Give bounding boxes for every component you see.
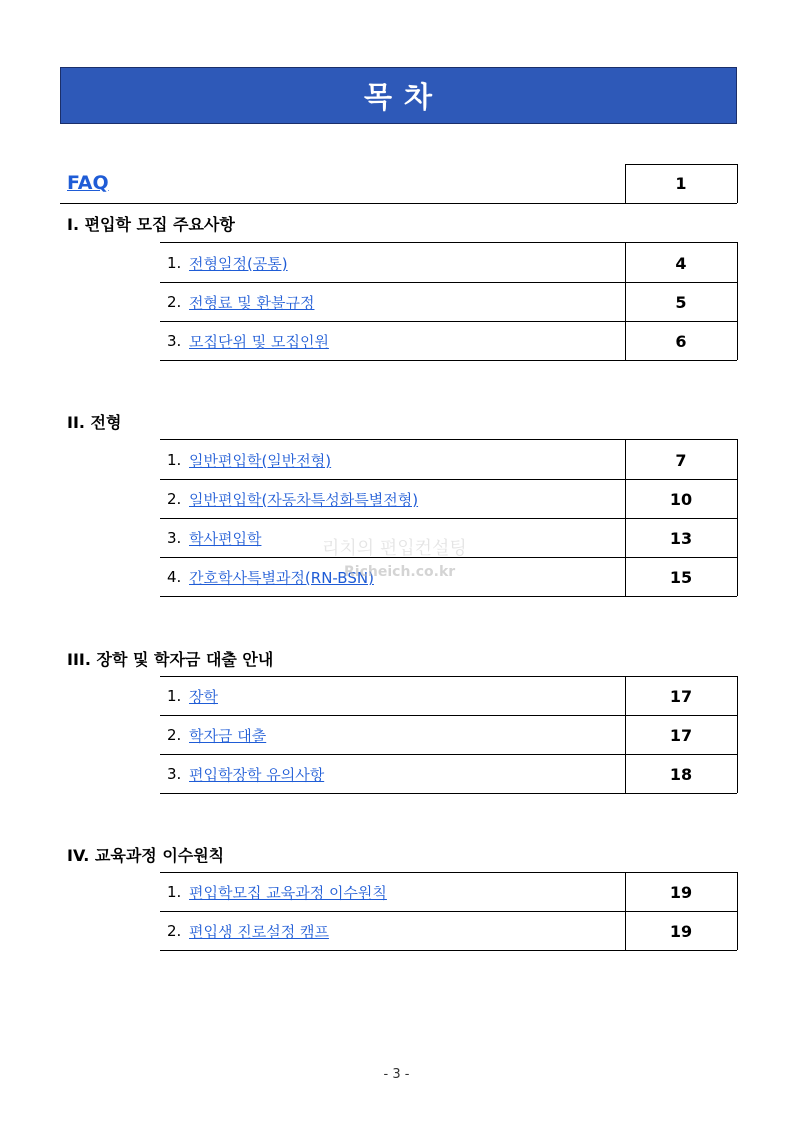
- toc-item-number: 1.: [167, 451, 182, 469]
- toc-link-general-transfer[interactable]: 일반편입학(일반전형): [189, 452, 332, 470]
- toc-page-number: 17: [669, 726, 693, 745]
- toc-link-curriculum-rules[interactable]: 편입학모집 교육과정 이수원칙: [189, 884, 387, 902]
- toc-item-number: 3.: [167, 332, 182, 350]
- toc-item-number: 4.: [167, 568, 182, 586]
- toc-item-number: 3.: [167, 529, 182, 547]
- toc-link-student-loan[interactable]: 학자금 대출: [189, 727, 267, 745]
- toc-page-number: 15: [669, 568, 693, 587]
- toc-title: 목 차: [363, 80, 434, 114]
- toc-page-number: 6: [675, 332, 687, 351]
- toc-item-number: 2.: [167, 293, 182, 311]
- section-heading-3: III. 장학 및 학자금 대출 안내: [67, 650, 274, 669]
- toc-title-bar: [60, 67, 737, 124]
- toc-link-bachelor-transfer[interactable]: 학사편입학: [189, 530, 262, 548]
- toc-page-number: 7: [675, 451, 687, 470]
- toc-item-number: 3.: [167, 765, 182, 783]
- toc-link-scholarship-notes[interactable]: 편입학장학 유의사항: [189, 766, 325, 784]
- toc-page-number: 19: [669, 922, 693, 941]
- toc-item-number: 2.: [167, 490, 182, 508]
- toc-link-schedule[interactable]: 전형일정(공통): [189, 255, 288, 273]
- faq-row-bottom-rule: [60, 203, 737, 204]
- toc-link-automotive-special[interactable]: 일반편입학(자동차특성화특별전형): [189, 491, 419, 509]
- toc-link-fee-refund[interactable]: 전형료 및 환불규정: [189, 294, 315, 312]
- toc-page-number: 13: [669, 529, 693, 548]
- watermark-url: Richeich.co.kr: [344, 564, 456, 580]
- toc-page-number: 4: [675, 254, 687, 273]
- faq-page-box-right: [737, 164, 738, 203]
- toc-item-number: 2.: [167, 922, 182, 940]
- faq-link[interactable]: FAQ: [67, 172, 109, 194]
- toc-page-number: 18: [669, 765, 693, 784]
- toc-link-rn-bsn[interactable]: 간호학사특별과정(RN-BSN): [189, 569, 374, 587]
- section-heading-2: II. 전형: [67, 413, 122, 432]
- toc-page-number: 17: [669, 687, 693, 706]
- toc-link-recruit-units[interactable]: 모집단위 및 모집인원: [189, 333, 329, 351]
- toc-page-number: 10: [669, 490, 693, 509]
- toc-item-number: 2.: [167, 726, 182, 744]
- faq-page-box-top: [625, 164, 737, 165]
- toc-item-number: 1.: [167, 883, 182, 901]
- watermark-text: 리치의 편입컨설팅: [322, 538, 467, 559]
- section-heading-4: IV. 교육과정 이수원칙: [67, 846, 225, 865]
- toc-page-number: 5: [675, 293, 687, 312]
- toc-link-scholarship[interactable]: 장학: [189, 688, 218, 706]
- faq-page-number: 1: [675, 174, 687, 193]
- toc-link-career-camp[interactable]: 편입생 진로설정 캠프: [189, 923, 329, 941]
- section-heading-1: I. 편입학 모집 주요사항: [67, 215, 235, 234]
- toc-item-number: 1.: [167, 254, 182, 272]
- toc-page-number: 19: [669, 883, 693, 902]
- page-footer-number: - 3 -: [383, 1067, 410, 1082]
- toc-item-number: 1.: [167, 687, 182, 705]
